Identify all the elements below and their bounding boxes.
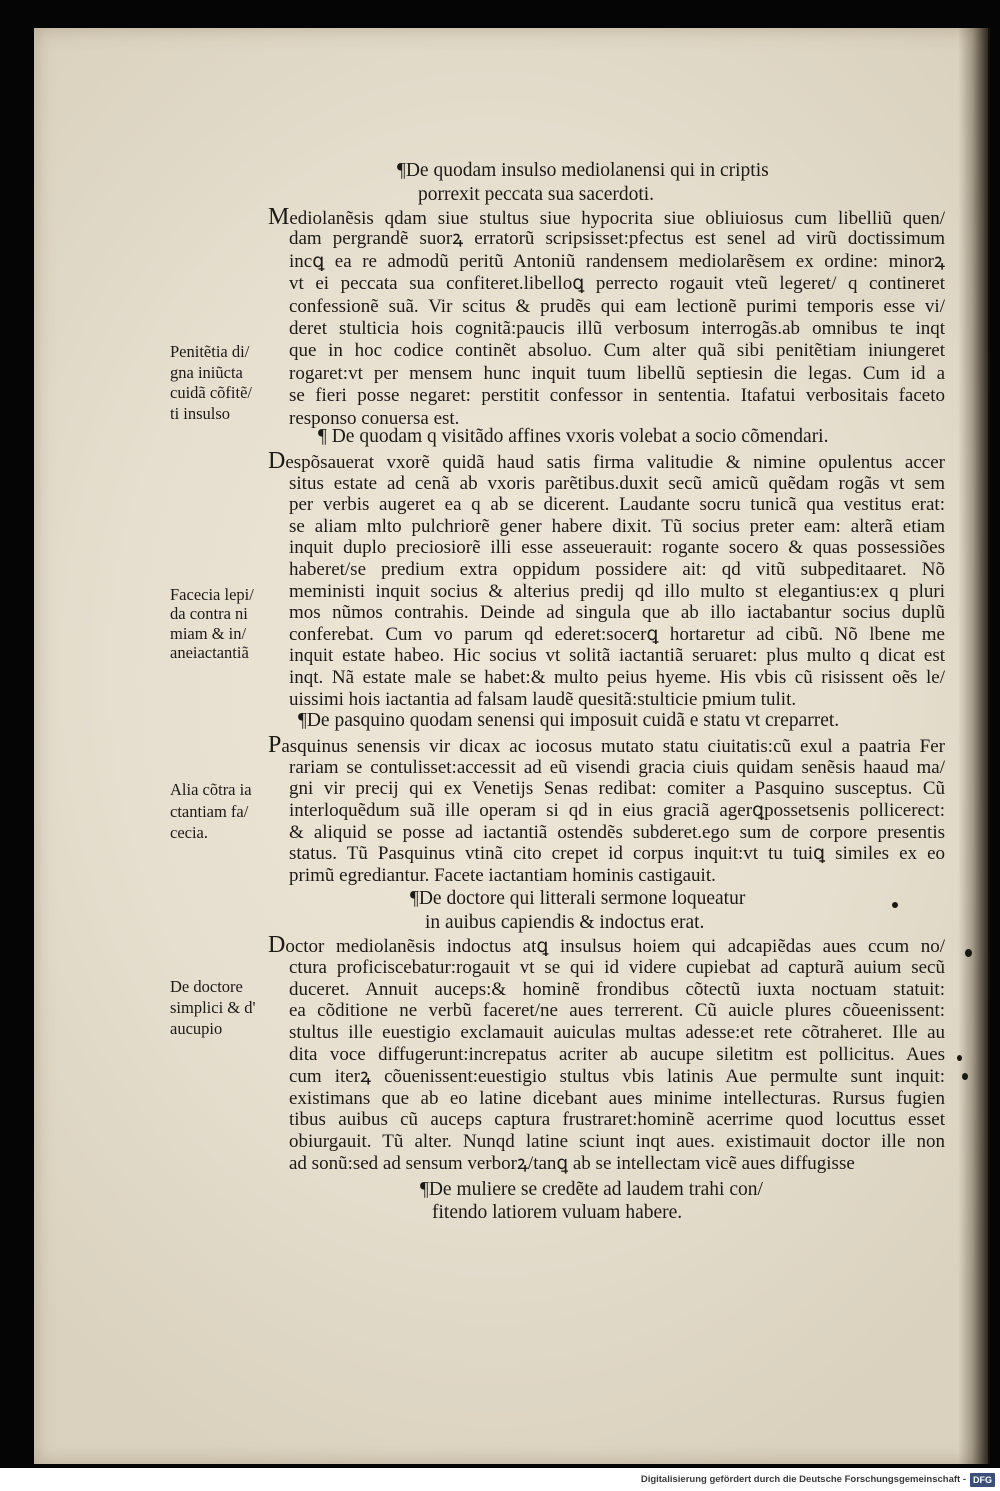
ink-speck [962,1073,968,1080]
section-heading [410,887,745,935]
margin-note-line: ctantiam fa/ [170,801,249,821]
paragraph-line: haberet/se predium extra oppidum possidere ait: qd vitũ subpeditaaret. Nõ [289,558,945,580]
margin-note-line: aucupio [170,1019,223,1038]
paragraph-line: confessionẽ suã. Vir scitus & prudẽs qui eam lectionẽ purimi temporis esse vi/ [289,295,945,317]
margin-note-line: Facecia lepi/ [170,585,254,604]
paragraph-line: ea cõditione ne verbũ faceret/ne aues terrerent. Cũ auicle plures cõueenissent: [289,1000,945,1022]
paragraph-line: ctura proficiscebatur:rogauit vt se qui id videre cupiebat ad capturã auium secũ [289,956,945,978]
paragraph-line: conferebat. Cum vo parum qd ederet:socerꝗ hortaretur ad cibũ. Nõ lbene me [289,623,945,645]
paragraph-line: meministi inquit socius & alterius predij qd illo multo st elegantius:ex q pluri [289,580,945,602]
heading-line: ¶ De quodam q visitãdo affines vxoris volebat a socio cõmendari. [318,426,829,447]
margin-note-line: aneiactantiã [170,642,249,662]
paragraph-line: gni vir precij qui ex Venetijs Senas redibat: comiter a Pasquino susceptus. Cũ [289,778,945,800]
paragraph-line: status. Tũ Pasquinus vtinã cito crepet id corpus inquit:vt tu tuiꝗ similes ex eo [289,843,945,865]
paragraph-line: ad sonũ:sed ad sensum verborꝝ/tanꝗ ab se intellectam vicẽ aues diffugisse [289,1152,855,1174]
paragraph-line: rogaret:vt per mensem hunc inquit tuum libellũ septiesin die legas. Cum id a [289,362,945,384]
paragraph-line: Doctor mediolanẽsis indoctus atꝗ insulsus hoiem qui adcapiẽdas aues ccum no/ [268,932,945,958]
margin-note-line: Penitẽtia di/ [170,342,250,361]
paragraph-line: se fieri posse negaret: perstitit confessor in sententia. Itafatui verbositais faceto [289,385,945,407]
paragraph-line: inquit estate habeo. Hic socius vt solitã iactantiã seruaret: plus multo q dicat est [289,645,945,667]
paragraph-line: rariam se contulisset:accessit ad eũ visendi gracia ciuis quidam senẽsis haaud ma/ [289,756,945,778]
margin-note [170,585,254,662]
margin-note [170,342,252,424]
paragraph-line: se aliam mlto pulchriorẽ gener habere dixit. Tũ socius preter eam: alterã etiam [289,515,945,537]
section-heading [298,710,839,732]
margin-note-line: simplici & d' [170,998,256,1017]
binding-gutter [958,28,990,1464]
paragraph-line: interloquẽdum suã ille operam si qd in eius graciã agerꝗpossetsenis pollicerect: [289,800,945,822]
ink-speck [957,1055,962,1061]
margin-note-line: gna iniũcta [170,362,243,382]
paragraph-line: Mediolanẽsis qdam siue stultus siue hypocrita siue obliuiosus cum libelliũ quen/ [268,204,945,230]
margin-note-line: ti insulso [170,403,231,423]
heading-line: porrexit peccata sua sacerdoti. [418,184,655,205]
paragraph-line: stultus ille euestigio exclamauit auiculas multas adesse:et rete cõtraheret. Ille au [289,1022,945,1044]
section-heading [420,1178,763,1224]
paragraph-line: dam pergrandẽ suorꝝ erratorũ scripsisset:pfectus est senel ad virũ doctissimum [289,228,945,250]
margin-note-line: cuidã cõfitẽ/ [170,383,253,402]
paragraph-line: cum iterꝝ cõuenissent:euestigio stultus vbis latinis Aue permulte sunt inquit: [289,1065,945,1087]
ink-speck [965,949,972,957]
paragraph-line: uissimi hois iactantia ad falsam laudẽ quesitã:stulticie pmium tulit. [289,688,797,710]
paragraph [268,206,945,430]
paragraph-line: dita voce diffugerunt:increpatus acriter ab aucupe siletitm est pollicitus. Aues [289,1043,945,1065]
paragraph [268,732,945,887]
heading-line: ¶De quodam insulso mediolanensi qui in criptis [397,160,769,181]
footer-credit: Digitalisierung gefördert durch die Deutsche Forschungsgemeinschaft - [640,1474,966,1485]
paragraph [268,932,945,1175]
margin-note-line: da contra ni [170,604,248,624]
paragraph-line: responso conuersa est. [289,407,460,429]
paragraph-line: vt ei peccata sua confiteret.libelloꝗ perrecto rogauit vteũ legeret/ q contineret [289,273,945,295]
paragraph-line: inqt. Nã estate male se habet:& multo peius hyeme. His vbis cũ risissent oẽs le/ [289,666,945,688]
paragraph-line: & aliquid se posse ad iactantiã ostendẽs subderet.ego sum de corpore presentis [289,821,945,843]
ink-speck [892,902,898,908]
footer [0,1468,1000,1491]
margin-note [170,976,255,1039]
margin-note-line: miam & in/ [170,623,247,643]
heading-line: ¶De pasquino quodam senensi qui imposuit cuidã e statu vt creparret. [298,710,840,731]
paragraph-line: Pasquinus senensis vir dicax ac iocosus mutato statu ciuitatis:cũ exul a paatria Fer [268,732,945,758]
margin-note [170,779,252,844]
paragraph-line: inquit duplo preciosiorẽ illi esse asseuerauit: rogante socero & quas possessiões [289,537,945,559]
heading-line: ¶De doctore qui litterali sermone loqueatur [410,888,746,909]
section-heading [397,159,769,207]
paragraph-line: que in hoc codice continẽt absoluo. Cum alter quã sibi penitẽtiam iniungeret [289,340,945,362]
dfg-logo: DFG [970,1473,995,1487]
paragraph-line: existimans que ab eo latine dicebant aues minime intellecturas. Rursus fugien [289,1087,945,1109]
heading-line: ¶De muliere se credẽte ad laudem trahi con/ [420,1179,763,1200]
paragraph-line: primũ egrediantur. Facete iactantiam hominis castigauit. [289,865,716,887]
paragraph-line: Despõsauerat vxorẽ quidã haud satis firma valitudie & nimine opulentus accer [268,448,945,474]
paragraph-line: deret stulticia hois cognitã:paucis illũ verbosum interrogãs.ab omnibus te inqt [289,317,945,339]
margin-note-line: cecia. [170,823,209,842]
margin-note-line: Alia cõtra ia [170,780,252,799]
paragraph-line: incꝗ ea re admodũ peritũ Antoniũ randensem mediolarẽsem ex ordine: minorꝝ [289,250,945,272]
paragraph-line: per verbis augeret ea q ab se dicerent. Laudante socru tunicã qua vestitus erat: [289,494,945,516]
paragraph-line: duceret. Annuit auceps:& hominẽ frondibus cõtectũ iuxta noctuam statuit: [289,978,945,1000]
paragraph-line: tibus auibus cũ auceps captura frustraret:hominẽ acerrime quod locuttus esset [289,1109,945,1131]
heading-line: fitendo latiorem vuluam habere. [432,1202,683,1223]
paragraph [268,448,945,710]
section-heading [318,426,828,448]
paragraph-line: situs estate ad cenã ab vxoris parẽtibus.duxit secũ amicũ quẽdam rogãs vt sem [289,472,945,494]
paragraph-line: mos nũmos contrahis. Deinde ad singula que ab illo iactabantur socius duplũ [289,602,945,624]
margin-note-line: De doctore [170,977,243,996]
heading-line: in auibus capiendis & indoctus erat. [425,912,705,933]
paragraph-line: obiurgauit. Tũ alter. Nunqd latine sciunt inqt aues. existimauit doctor ille non [289,1131,945,1153]
